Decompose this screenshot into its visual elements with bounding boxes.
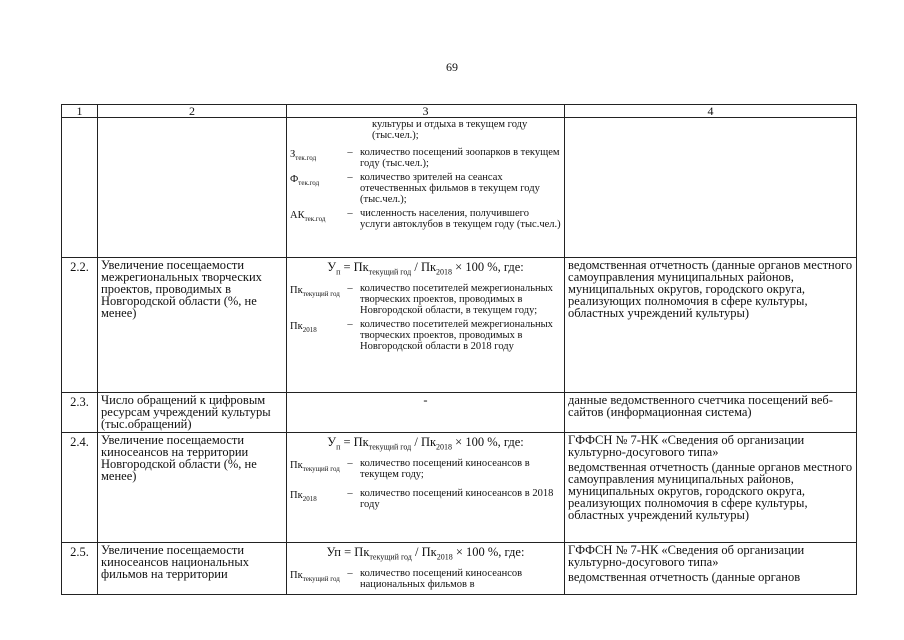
source-text: ведомственная отчетность (данные органов — [568, 570, 801, 584]
indicator-description: Увеличение посещаемости киносеансов национальных фильмов на территории — [98, 543, 287, 595]
description-cell — [98, 118, 287, 258]
definition-text: численность населения, получившего услуги автоклубов в текущем году (тыс.чел.) — [360, 208, 561, 230]
formula-cell — [287, 118, 565, 258]
source-cell — [565, 433, 857, 543]
definition-symbol: $З_{тек.год}$ — [290, 149, 317, 163]
definition-item: $Пк_{текущий год}$ – количество посещений киносеансов национальных фильмов в — [290, 568, 561, 590]
formula-cell — [287, 543, 565, 595]
formula: Уп = $Пк_{текущий год} / Пк_{2018} \times 100$ %, где: — [326, 545, 525, 562]
table-header-row — [62, 105, 857, 118]
definition-symbol: $Пк_{текущий год}$ — [290, 284, 340, 298]
table-row — [62, 258, 857, 393]
page-number: 69 — [446, 60, 458, 74]
definition-symbol: $Ф_{тек.год}$ — [290, 174, 320, 188]
source-cell — [565, 118, 857, 258]
indicator-table — [61, 104, 857, 595]
definition-symbol: $Пк_{текущий год}$ — [290, 569, 340, 583]
definition-item: $Ф_{тек.год}$ – количество зрителей на сеансах отечественных фильмов в текущем году (тыс.чел.); — [290, 172, 561, 205]
indicator-description: Увеличение посещаемости киносеансов на территории Новгородской области (%, не менее) — [98, 433, 287, 543]
definition-item: $АК_{тек.год}$ – численность населения, получившего услуги автоклубов в текущем году (тыс.чел.) — [290, 208, 561, 230]
definition-symbol: $Пк_{2018}$ — [290, 489, 317, 503]
column-header: 1 — [62, 105, 98, 118]
row-number: 2.2. — [62, 258, 98, 393]
table-row — [62, 393, 857, 433]
definition-symbol: $АК_{тек.год}$ — [290, 210, 326, 224]
definition-symbol: $Пк_{текущий год}$ — [290, 459, 340, 473]
source-cell — [565, 258, 857, 393]
row-number: 2.5. — [62, 543, 98, 595]
formula-cell: - — [287, 393, 565, 433]
definition-text: количество посещений киносеансов национальных фильмов в — [360, 567, 523, 590]
indicator-description: Увеличение посещаемости межрегиональных творческих проектов, проводимых в Новгородской области (%, не менее) — [98, 258, 287, 393]
source-cell — [565, 393, 857, 433]
definition-text: количество посетителей межрегиональных творческих проектов, проводимых в Новгородской области в 2018 году — [360, 318, 553, 352]
formula-cell — [287, 433, 565, 543]
definition-symbol: $Пк_{2018}$ — [290, 320, 317, 334]
source-text: данные ведомственного счетчика посещений веб-сайтов (информационная система) — [568, 393, 833, 419]
column-header: 3 — [287, 105, 565, 118]
continued-text: культуры и отдыха в текущем году (тыс.чел.); — [372, 119, 528, 141]
formula: $У_п = Пк_{текущий год} / Пк_{2018} \times 100$ %, где: — [327, 260, 524, 277]
column-header: 4 — [565, 105, 857, 118]
definition-item: $З_{тек.год}$ – количество посещений зоопарков в текущем году (тыс.чел.); — [290, 147, 560, 169]
indicator-description: Число обращений к цифровым ресурсам учреждений культуры (тыс.обращений) — [98, 393, 287, 433]
formula-cell — [287, 258, 565, 393]
source-text: ведомственная отчетность (данные органов местного самоуправления муниципальных районов, муниципальных округов, городского округа, реализующих полномочия в сфере культуры, областных учреждений культуры) — [568, 258, 853, 320]
row-number: 2.3. — [62, 393, 98, 433]
definition-text: количество посещений киносеансов в текущем году; — [360, 457, 530, 480]
definition-item: $Пк_{текущий год}$ – количество посещений киносеансов в текущем году; — [290, 458, 561, 480]
source-text: ГФФСН № 7-НК «Сведения об организации культурно-досугового типа» — [568, 543, 805, 569]
table-row — [62, 433, 857, 543]
column-header: 2 — [98, 105, 287, 118]
row-number: 2.4. — [62, 433, 98, 543]
definition-text: количество посещений зоопарков в текущем году (тыс.чел.); — [360, 147, 560, 169]
source-text: ведомственная отчетность (данные органов местного самоуправления муниципальных районов, муниципальных округов, городского округа, реализующих полномочия в сфере культуры, областных учреждений культуры) — [568, 460, 853, 522]
table-row — [62, 543, 857, 595]
source-cell — [565, 543, 857, 595]
table-row — [62, 118, 857, 258]
definition-text: количество посещений киносеансов в 2018 году — [360, 487, 554, 510]
definition-text: количество зрителей на сеансах отечественных фильмов в текущем году (тыс.чел.); — [360, 172, 540, 205]
source-text: ГФФСН № 7-НК «Сведения об организации культурно-досугового типа» — [568, 433, 805, 459]
definition-item: $Пк_{текущий год}$ – количество посетителей межрегиональных творческих проектов, проводимых в Новгородской области, в текущем году; — [290, 283, 561, 316]
row-number-cell — [62, 118, 98, 258]
definition-text: количество посетителей межрегиональных творческих проектов, проводимых в Новгородской области, в текущем году; — [360, 282, 553, 316]
definition-item: $Пк_{2018}$ – количество посетителей межрегиональных творческих проектов, проводимых в Новгородской области в 2018 году — [290, 319, 561, 352]
definition-item: $Пк_{2018}$ – количество посещений киносеансов в 2018 году — [290, 488, 561, 510]
formula: $У_п = Пк_{текущий год} / Пк_{2018} \times 100$ %, где: — [327, 435, 524, 452]
